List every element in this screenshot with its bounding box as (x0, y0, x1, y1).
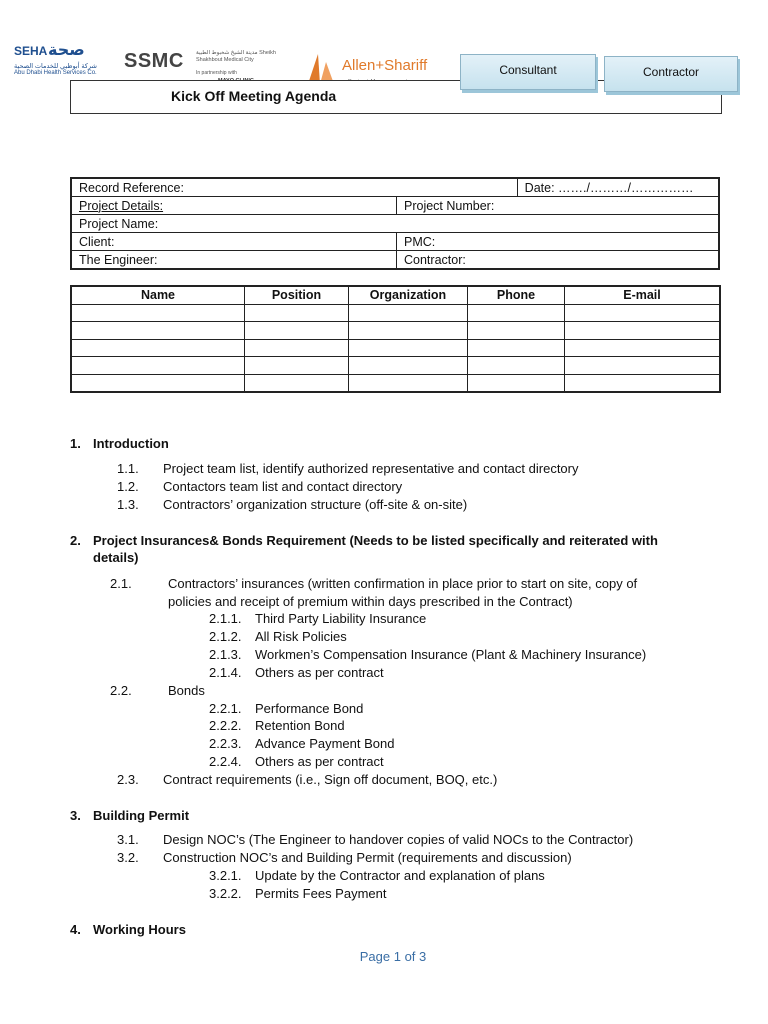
list-item: All Risk Policies (255, 629, 347, 644)
item-number: 2.3. (117, 772, 139, 787)
section-title: Introduction (93, 436, 169, 451)
project-number-label: Project Number: (397, 197, 720, 215)
item-number: 2.1.4. (209, 665, 242, 680)
engineer-label: The Engineer: (71, 251, 397, 270)
item-number: 1.3. (117, 497, 139, 512)
list-item: Contract requirements (i.e., Sign off document, BOQ, etc.) (163, 772, 498, 787)
section-number: 4. (70, 922, 81, 937)
col-organization: Organization (349, 286, 468, 304)
contractor-label: Contractor: (397, 251, 720, 270)
item-number: 3.2. (117, 850, 139, 865)
list-item: Contractors’ organization structure (off-site & on-site) (163, 497, 468, 512)
list-item: Construction NOC’s and Building Permit (requirements and discussion) (163, 850, 572, 865)
col-position: Position (245, 286, 349, 304)
tab-contractor[interactable]: Contractor (604, 56, 738, 92)
list-item: Advance Payment Bond (255, 736, 395, 751)
list-item: Update by the Contractor and explanation of plans (255, 868, 545, 883)
record-reference-label: Record Reference: (71, 178, 517, 197)
section-title: Building Permit (93, 808, 190, 823)
list-item-continued: policies and receipt of premium within days prescribed in the Contract) (168, 594, 573, 609)
tab-consultant[interactable]: Consultant (460, 54, 596, 90)
seha-logo-arabic: صحة (48, 42, 85, 59)
table-row[interactable] (71, 304, 720, 322)
seha-logo-arabic-sub: شركة أبوظبي للخدمات الصحية (14, 63, 97, 70)
section-number: 3. (70, 808, 81, 823)
list-item: Others as per contract (255, 754, 384, 769)
seha-logo-english-sub: Abu Dhabi Health Services Co. (14, 70, 97, 76)
col-phone: Phone (468, 286, 565, 304)
seha-logo-word: SEHA (14, 44, 48, 58)
date-label: Date: ……./………/…………… (517, 178, 719, 197)
list-item: Project team list, identify authorized representative and contact directory (163, 461, 579, 476)
item-number: 1.2. (117, 479, 139, 494)
list-item: Design NOC’s (The Engineer to handover copies of valid NOCs to the Contractor) (163, 832, 634, 847)
list-item: Bonds (168, 683, 205, 698)
table-row[interactable] (71, 339, 720, 357)
attendee-header-row (71, 286, 720, 304)
col-email: E-mail (565, 286, 721, 304)
item-number: 2.2.4. (209, 754, 242, 769)
list-item: Contactors team list and contact directory (163, 479, 403, 494)
item-number: 3.1. (117, 832, 139, 847)
section-number: 1. (70, 436, 81, 451)
section-title-continued: details) (93, 550, 139, 565)
list-item: Contractors’ insurances (written confirmation in place prior to start on site, copy of (168, 576, 638, 591)
list-item: Others as per contract (255, 665, 384, 680)
page-number: Page 1 of 3 (359, 949, 427, 964)
ssmc-logo-word: SSMC (124, 50, 184, 72)
item-number: 3.2.1. (209, 868, 242, 883)
item-number: 3.2.2. (209, 886, 242, 901)
list-item: Performance Bond (255, 701, 364, 716)
item-number: 2.1. (110, 576, 132, 591)
ssmc-logo-sub: مدينة الشيخ شخبوط الطبية Sheikh Shakhbout Medical City (196, 50, 276, 63)
record-info-table (70, 177, 720, 270)
table-row[interactable] (71, 374, 720, 392)
item-number: 2.1.2. (209, 629, 242, 644)
page-title: Kick Off Meeting Agenda (171, 88, 337, 104)
item-number: 2.1.3. (209, 647, 242, 662)
item-number: 2.2.2. (209, 718, 242, 733)
item-number: 2.1.1. (209, 611, 242, 626)
table-row[interactable] (71, 357, 720, 375)
section-number: 2. (70, 533, 81, 548)
list-item: Permits Fees Payment (255, 886, 387, 901)
col-name: Name (71, 286, 245, 304)
list-item: Retention Bond (255, 718, 345, 733)
section-title: Project Insurances& Bonds Requirement (Needs to be listed specifically and reiterated with (93, 533, 658, 548)
list-item: Third Party Liability Insurance (255, 611, 427, 626)
ssmc-logo-partner: In partnership with (196, 70, 237, 76)
item-number: 2.2.3. (209, 736, 242, 751)
pmc-label: PMC: (397, 233, 720, 251)
allen-shariff-word: Allen+Shariff (342, 57, 428, 74)
list-item: Workmen’s Compensation Insurance (Plant & Machinery Insurance) (255, 647, 647, 662)
section-title: Working Hours (93, 922, 186, 937)
item-number: 2.2.1. (209, 701, 242, 716)
table-row[interactable] (71, 322, 720, 340)
project-details-label: Project Details: (79, 198, 164, 213)
item-number: 2.2. (110, 683, 132, 698)
client-label: Client: (71, 233, 397, 251)
item-number: 1.1. (117, 461, 139, 476)
project-name-label: Project Name: (71, 215, 719, 233)
attendee-table (70, 285, 721, 393)
